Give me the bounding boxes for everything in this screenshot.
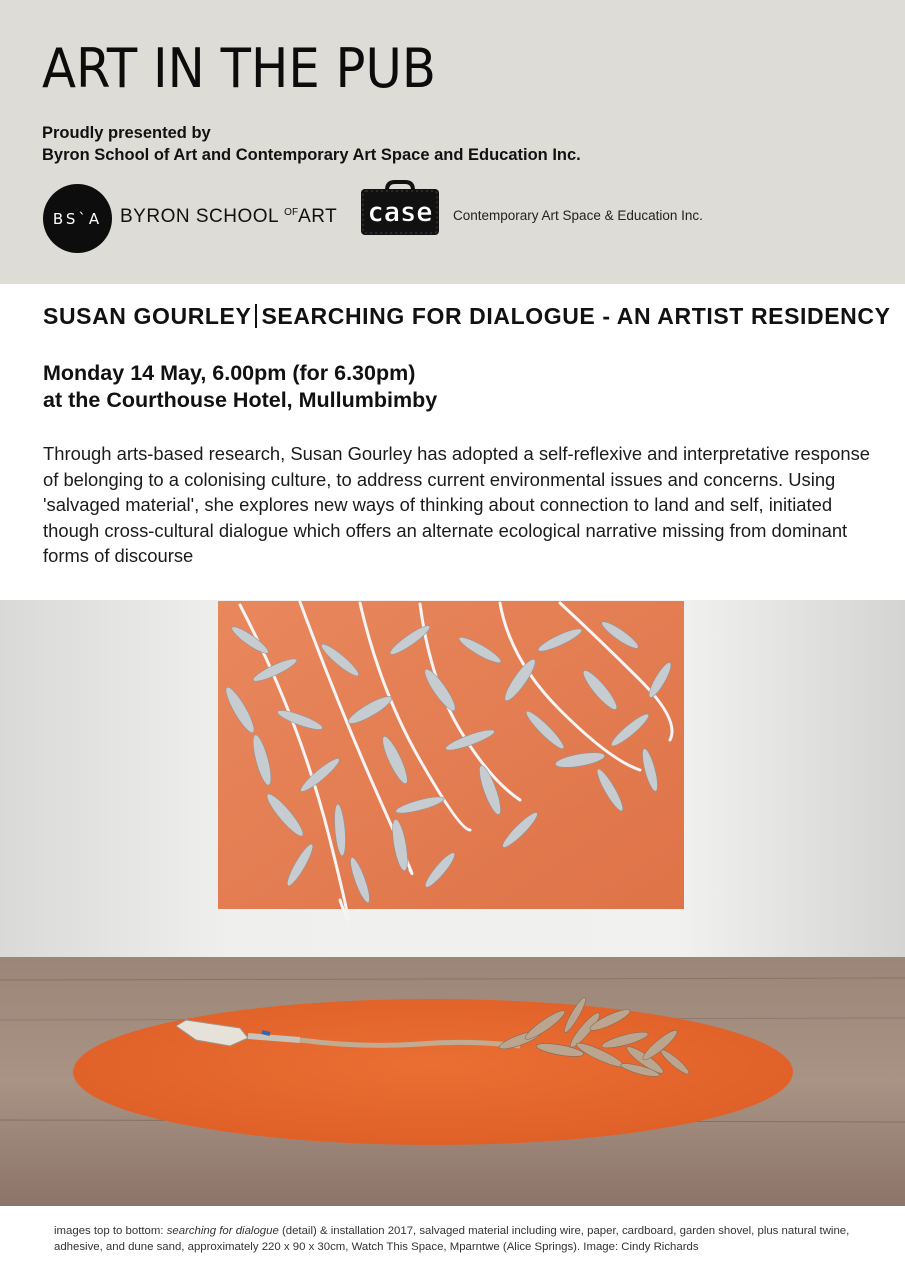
- photo-bottom-installation: [0, 957, 905, 1206]
- presented-by-line2: Byron School of Art and Contemporary Art Space and Education Inc.: [42, 146, 581, 164]
- presented-by-line1: Proudly presented by: [42, 124, 211, 142]
- case-logo-text: case: [367, 197, 433, 228]
- exhibition-title: SEARCHING FOR DIALOGUE - AN ARTIST RESIDENCY: [261, 303, 891, 329]
- caption-details: (detail) & installation 2017, salvaged material including wire, paper, cardboard, garden shovel, plus natural twine, adhesive, and dune sand, approximately 220 x 90 x 30cm, Watch This Space, Mparntwe (Alice Springs). Image: Cindy Richards: [54, 1225, 850, 1253]
- bsa-logo-icon: [43, 184, 112, 253]
- event-when: [43, 360, 437, 414]
- artist-name: SUSAN GOURLEY: [43, 303, 252, 329]
- bsa-name: [120, 206, 337, 228]
- header-band: [0, 0, 905, 284]
- artwork-photos: [0, 600, 905, 1206]
- case-name: Contemporary Art Space & Education Inc.: [453, 208, 703, 223]
- bsa-logo-letters: BS`A: [52, 210, 103, 228]
- event-title: [43, 303, 891, 330]
- bsa-name-main: BYRON SCHOOL: [120, 206, 279, 227]
- image-caption: [54, 1224, 869, 1255]
- photo-top-detail: [0, 600, 905, 960]
- presented-by: [42, 122, 581, 166]
- case-suitcase-logo: [359, 180, 441, 238]
- title-separator: [255, 304, 257, 328]
- event-venue: at the Courthouse Hotel, Mullumbimby: [43, 388, 438, 412]
- page-title: ART IN THE PUB: [42, 37, 436, 100]
- event-date: Monday 14 May, 6.00pm (for 6.30pm): [43, 361, 416, 385]
- event-description: Through arts-based research, Susan Gourley has adopted a self-reflexive and interpretative response of belonging to a colonising culture, to address current environmental issues and concerns. Using 'salvaged material', she explores new ways of thinking about connection to land and self, initiated though cross-cultural dialogue which offers an alternate ecological narrative missing from dominant forms of discourse: [43, 443, 871, 566]
- bsa-name-of: OF: [284, 207, 299, 218]
- bsa-name-end: ART: [298, 206, 338, 227]
- caption-prefix: images top to bottom:: [54, 1225, 167, 1237]
- caption-work-title: searching for dialogue: [166, 1225, 279, 1237]
